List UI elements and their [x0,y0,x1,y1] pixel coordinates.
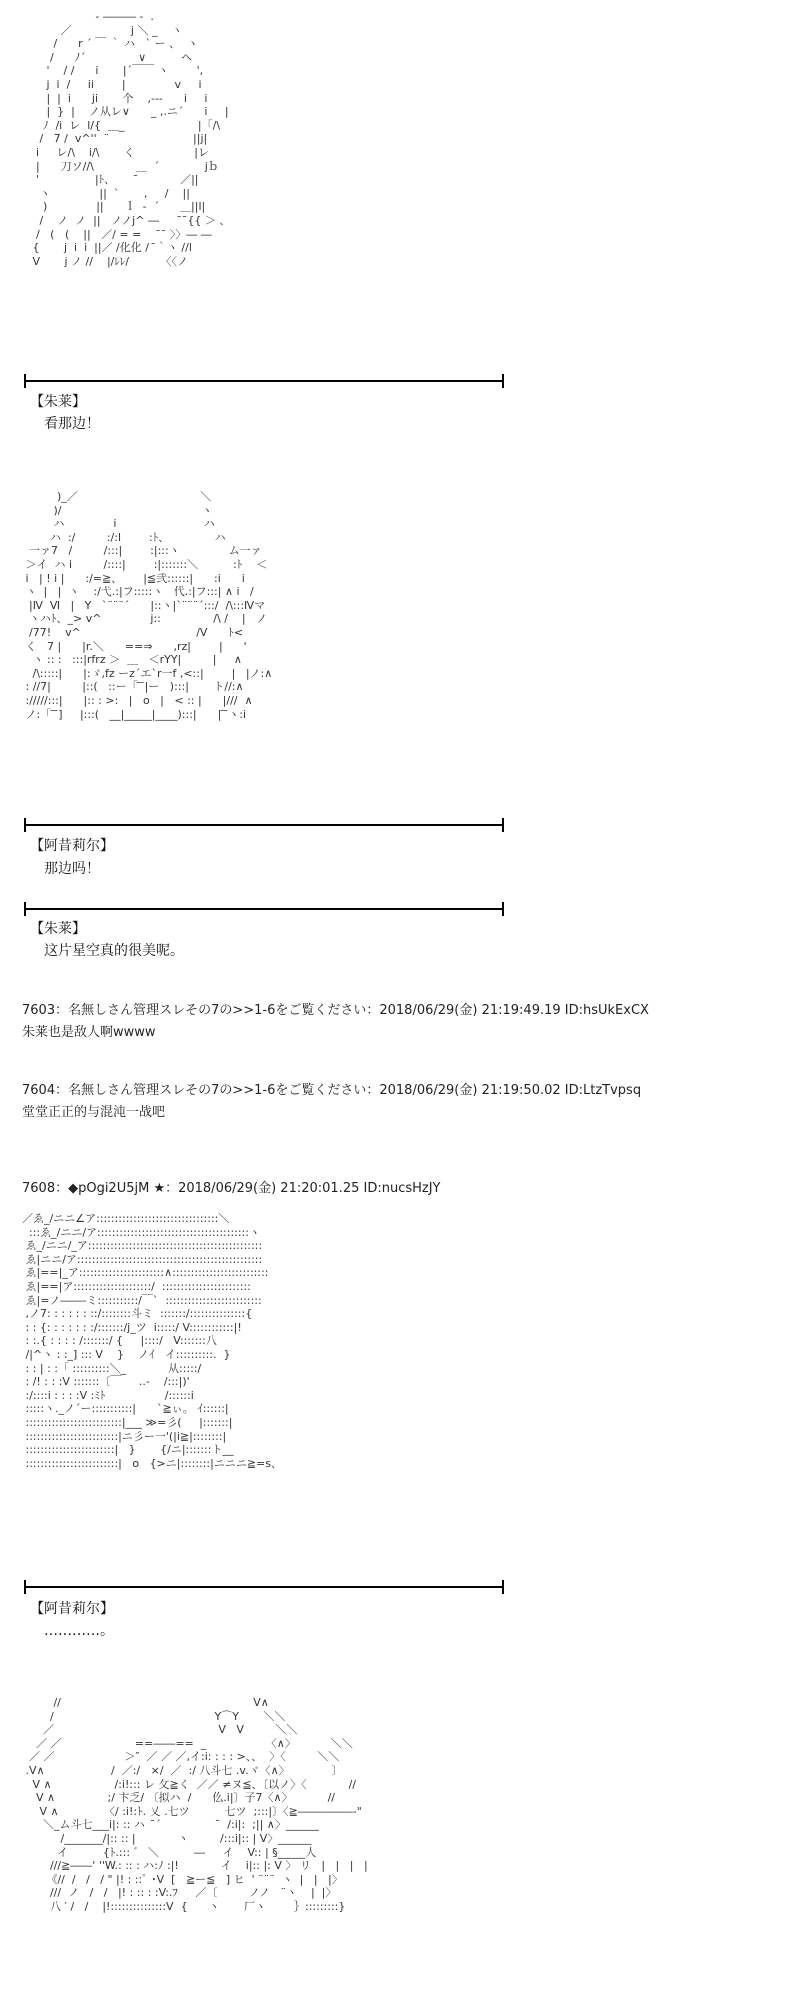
speaker-label: 【朱莱】 [30,921,86,937]
post-header: 7608：◆pOgi2U5jM ★：2018/06/29(金) 21:20:01.25 ID:nucsHzJY [22,1181,441,1196]
post-header: 7604：名無しさん管理スレその7の>>1-6をご覧ください：2018/06/29(金) 21:19:50.02 ID:LtzTvpsq [22,1083,642,1098]
post-body: 堂堂正正的与混沌一战吧 [22,1105,166,1120]
divider [24,374,504,388]
dialogue-line: …………。 [44,1623,114,1639]
divider [24,902,504,916]
ascii-art-portrait: - ――― - . ／ j ＼ _ ヽ / r ´ ￣ ｀ ハ ` ー 、 ヽ / ﾉ´ ∨ ヘ ' / / i |´￣￣ ヽ ', j i / ii | v i | | i ji 个 ,--- i i | } | ノ从レ∨ _ ,.ニ´ i | ﾉ /i レ l/{ ＿_ |「/\ / 7 / v^'' ¨ ||j| i レ/\ i/\ く |レ | 刀ソ//\ ＿ ´ jｂ ' |ﾄ、 ¯ ／|| ヽ || ` , / || ) || ｌ - ´ ＿||l| / ノ ノ || ノノj^ ― ¯¯{{ ＞ 、 / ( ( || ／/ = = ¯¯ 〉〉― ― { j i i ||／ /化化 / ̄｀ヽ //l V j ノ // |/ﾚﾚ/ 〈〈ノ [32,10,231,268]
ascii-art-dragon: // V∧ / Y⌒Y ＼＼ ／ V V ＼＼ ／ ／ ==――== _ 〈∧〉 ＼＼ ／ ／ ＞″ ／ ／ ／,イ:i: : : : >、、 〉〈 ＼＼ .V∧ / ／:/ ×/ ／ :/ 八斗七 .v.ヾ〈∧〉 〕 V ∧ /:i!::: レ 攵≧く ／／ ≠ヌ≦、〔以ノ〉〈 // V ∧ ;/ 卞乏/ 〔拟ハ / 仫.i|〕子7〈∧〉 // V ∧ 〈/ :i!:ﾄ. 乂 .七ツ 七ツ ;:::|〕〈≧―――――-" ＼_ム斗七___i|: :: ハ ̄´ ̄ /:i|: ;|| ∧〉______ /_______/|:: :: | ヽ /:::i|:: | V〉______ イ {ﾄ.::: ゛ ＼ ― イ V:: | §_____人 ///≧――' ''W.: :: : ハ:ﾉ :|! イ i|:: |: V 〉 リ | | | | 《// / / / " |! : ::ﾟ ･V [ ≧ー≦ ] ヒ ' ¨¨¨ ヽ | | |〉 /// ノ / / |! : :: : :V:.ﾌ ／〔 ノノ ¨ヽ | |〉 八 ′ / / |!:::::::::::::::V { ヽ 厂ヽ ｝:::::::::} [25,1696,368,1913]
post-header: 7603：名無しさん管理スレその7の>>1-6をご覧ください：2018/06/29(金) 21:19:49.19 ID:hsUkExCX [22,1003,649,1018]
dialogue-line: 看那边！ [44,416,100,432]
speaker-label: 【朱莱】 [30,394,86,410]
ascii-art-figure: ／ゑ_/ニニ∠ア:::::::::::::::::::::::::::::::::＼ :::ゑ_/ニニ/ア:::::::::::::::::::::::::::::::::::::::::ヽ ゑ_/ニニ/_ア::::::::::::::::::::::::::::::::::::::::::::::: ゑ|ニニ/ア:::::::::::::::::::::::::::::::::::::::::::::::::: ゑ|==|_ア:::::::::::::::::::::::∧:::::::::::::::::::::::::: ゑ|==|ア:::::::::::::::::::::/ :::::::::::::::::::::::: ゑ|=ノ――-ミ:::::::::::/￣` :::::::::::::::::::::::::: ,ノ7: : : : : : ::/::::::::斗ミ :::::::/:::::::::::::::{ : : {: : : : : : :/:::::::/j_ツ i:::::/ V::::::::::::|! : :.{ : : : : /:::::::/ { |::::/ V:::::::八 /|^ヽ : :_] ::: V } ノｲ イ::::::::::. } : : | : :「 ::::::::::＼_ 从:::::/ : /! : : :V :::::::〔￣ ..- /:::|)' :/::::i : : : :V :ﾐﾄ /::::::i :::::ヽ._ノ´ー:::::::::::| `≧ぃ。 ｲ::::::| ::::::::::::::::::::::::::|___ ≫=彡( |:::::::| :::::::::::::::::::::::::|ニ彡ー一'(|i≧|::::::::| ::::::::::::::::::::::::| } {/ニ|:::::::ト__ :::::::::::::::::::::::::| o {>ニ|::::::::|ニニニ≧=s、 [22,1212,283,1470]
ascii-art-character: )_／ ＼ )/ ヽ ハ i ハ ハ :/ :/:l :ﾄ、 ハ 一ァ7 / /:::| :|:::ヽ ム一ァ ＞イ ハ i /::::| :|:::::::＼ :ﾄ ＜ i | ! i | :/=≧、 |≦弐::::::| :i i ヽ | | ヽ :/弋.:|フ:::::ヽ 代.:|フ:::| ∧ i / |Ⅳ Ⅵ | Y `¨¨¨´ |::ヽ|`¨¨¨´:::/ /\:::Ⅳマ ヽハﾄ、_> v^ j:: /\ / | ノ /77! v^ /V ﾄ< く 7 | |r.＼ ==⇒ ,rz| | ' ヽ :: : :::|rfrz ＞ ＿ ＜rYY| | ∧ /\:::::| |:ゞ,fz ーz´エ`r一f ,<::| | |ノ:∧ : //7| |::( ::ー「 ̄ ̄|ー ):::| ト//:∧ ://///:::| |:: : >: | o | < :: | |/// ∧ ノ:「 ̄ ̄] |:::( __|_____|____):::| | ̄ ̄ヽ:i [25,490,273,721]
dialogue-line: 这片星空真的很美呢。 [44,943,184,959]
divider [24,818,504,832]
dialogue-line: 那边吗！ [44,861,100,877]
divider [24,1580,504,1594]
speaker-label: 【阿昔莉尔】 [30,1601,114,1617]
post-body: 朱莱也是敌人啊wwww [22,1025,156,1040]
speaker-label: 【阿昔莉尔】 [30,838,114,854]
